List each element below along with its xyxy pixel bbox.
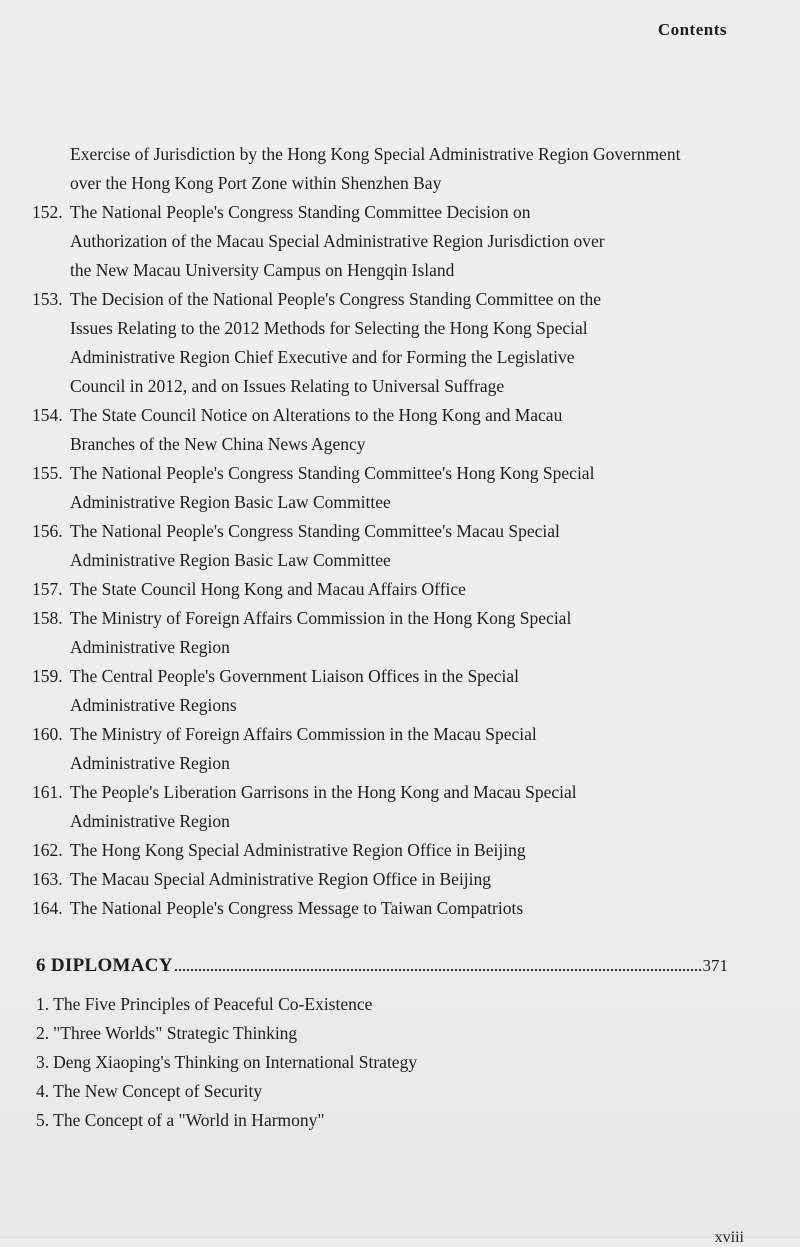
entry-text-line: The People's Liberation Garrisons in the Hong Kong and Macau Special xyxy=(70,782,577,802)
entry-text-line: The Ministry of Foreign Affairs Commission in the Hong Kong Special xyxy=(70,608,572,628)
continuation-entry xyxy=(32,140,732,198)
entry-number: 158. xyxy=(32,608,63,628)
entry-text-line: Issues Relating to the 2012 Methods for Selecting the Hong Kong Special xyxy=(70,318,588,338)
entry-text-line: Administrative Region Basic Law Committee xyxy=(70,492,391,512)
entry-number: 3. xyxy=(36,1052,50,1072)
entry-number: 4. xyxy=(36,1081,50,1101)
entry-text-line: Administrative Region Basic Law Committee xyxy=(70,550,391,570)
running-head: Contents xyxy=(657,20,727,39)
toc-entry[interactable] xyxy=(32,285,732,401)
toc-entry[interactable] xyxy=(32,894,732,923)
toc-entry[interactable] xyxy=(32,836,732,865)
entry-text: The Five Principles of Peaceful Co-Existence xyxy=(53,994,373,1014)
section-page-number: 371 xyxy=(702,956,728,975)
toc-entry[interactable] xyxy=(32,459,732,517)
entry-number: 164. xyxy=(32,898,63,918)
entry-number: 154. xyxy=(32,405,63,425)
toc-entry[interactable] xyxy=(36,1048,716,1077)
toc-entry[interactable] xyxy=(36,1019,716,1048)
entry-text-line: The National People's Congress Message to Taiwan Compatriots xyxy=(70,898,524,918)
entry-text-line: The Decision of the National People's Congress Standing Committee on the xyxy=(70,289,601,309)
entry-text-line: The Ministry of Foreign Affairs Commission in the Macau Special xyxy=(70,724,537,744)
toc-entry[interactable] xyxy=(32,720,732,778)
entry-text: The Concept of a "World in Harmony" xyxy=(53,1110,325,1130)
section-title: 6 DIPLOMACY xyxy=(36,955,173,976)
entry-number: 157. xyxy=(32,579,63,599)
entry-number: 162. xyxy=(32,840,63,860)
entry-number: 5. xyxy=(36,1110,50,1130)
entry-text-line: The National People's Congress Standing Committee's Macau Special xyxy=(70,521,560,541)
entry-text-line: Administrative Region xyxy=(70,811,230,831)
section-heading[interactable] xyxy=(36,955,728,977)
entry-text-line: Branches of the New China News Agency xyxy=(70,434,366,454)
entry-text-line: Council in 2012, and on Issues Relating to Universal Suffrage xyxy=(70,376,505,396)
toc-entry[interactable] xyxy=(32,198,732,285)
entry-number: 159. xyxy=(32,666,63,686)
toc-entry[interactable] xyxy=(36,990,716,1019)
toc-entry[interactable] xyxy=(36,1077,716,1106)
entry-text-line: the New Macau University Campus on Hengqin Island xyxy=(70,260,455,280)
toc-entry[interactable] xyxy=(32,517,732,575)
continuation-text: Exercise of Jurisdiction by the Hong Kong Special Administrative Region Government over the Hong Kong Port Zone within Shenzhen Bay xyxy=(70,144,681,193)
entry-number: 163. xyxy=(32,869,63,889)
toc-entry[interactable] xyxy=(32,662,732,720)
toc-entry[interactable] xyxy=(32,865,732,894)
entry-number: 2. xyxy=(36,1023,50,1043)
entry-number: 156. xyxy=(32,521,63,541)
entry-text: Deng Xiaoping's Thinking on International Strategy xyxy=(53,1052,418,1072)
entry-text-line: Administrative Region xyxy=(70,637,230,657)
entry-text-line: Administrative Region Chief Executive and for Forming the Legislative xyxy=(70,347,575,367)
entry-number: 160. xyxy=(32,724,63,744)
toc-entry[interactable] xyxy=(36,1106,716,1135)
entry-text: "Three Worlds" Strategic Thinking xyxy=(53,1023,298,1043)
entry-text: The New Concept of Security xyxy=(53,1081,263,1101)
dot-leader xyxy=(175,968,701,971)
entry-number: 1. xyxy=(36,994,50,1014)
entry-text-line: The Hong Kong Special Administrative Region Office in Beijing xyxy=(70,840,526,860)
entry-number: 161. xyxy=(32,782,63,802)
toc-entry[interactable] xyxy=(32,778,732,836)
entry-text-line: The Central People's Government Liaison Offices in the Special xyxy=(70,666,519,686)
toc-entry[interactable] xyxy=(32,401,732,459)
contents-list xyxy=(32,140,732,923)
numbered-entries xyxy=(32,198,732,923)
toc-entry[interactable] xyxy=(32,575,732,604)
entry-text-line: Authorization of the Macau Special Administrative Region Jurisdiction over xyxy=(70,231,605,251)
entry-number: 155. xyxy=(32,463,63,483)
entry-text-line: The National People's Congress Standing Committee Decision on xyxy=(70,202,531,222)
entry-text-line: The National People's Congress Standing Committee's Hong Kong Special xyxy=(70,463,595,483)
section-entries xyxy=(36,990,716,1135)
entry-text-line: The State Council Hong Kong and Macau Affairs Office xyxy=(70,579,466,599)
entry-number: 152. xyxy=(32,202,63,222)
entry-text-line: The Macau Special Administrative Region Office in Beijing xyxy=(70,869,492,889)
entry-text-line: The State Council Notice on Alterations to the Hong Kong and Macau xyxy=(70,405,563,425)
toc-entry[interactable] xyxy=(32,604,732,662)
entry-text-line: Administrative Regions xyxy=(70,695,237,715)
entry-text-line: Administrative Region xyxy=(70,753,230,773)
page-folio: xviii xyxy=(714,1229,744,1246)
entry-number: 153. xyxy=(32,289,63,309)
